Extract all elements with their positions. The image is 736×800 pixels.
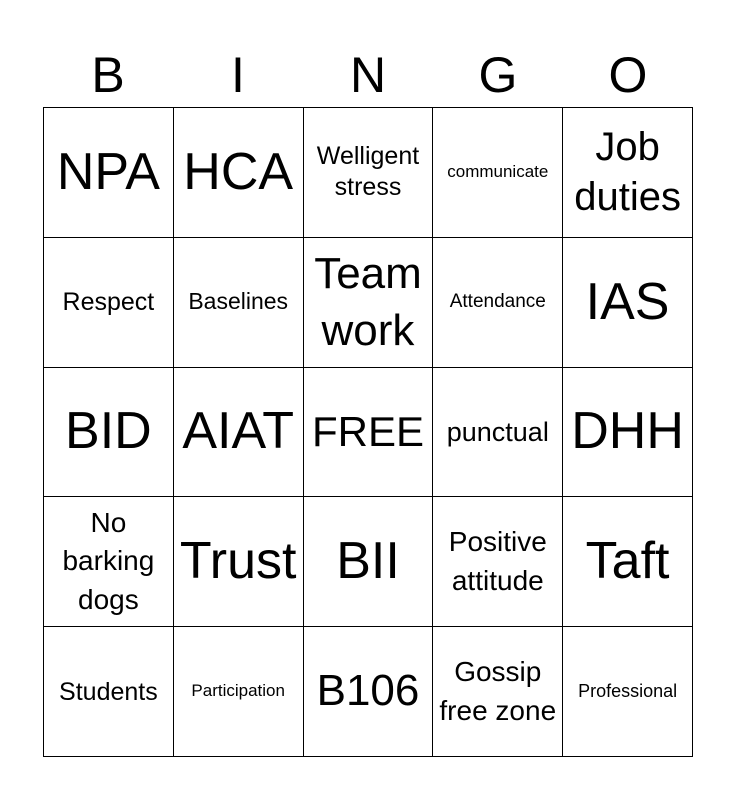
bingo-cell[interactable]: Professional bbox=[563, 627, 693, 757]
bingo-cell[interactable]: Attendance bbox=[433, 238, 563, 368]
bingo-header bbox=[43, 42, 693, 108]
bingo-cell[interactable]: Gossip free zone bbox=[433, 627, 563, 757]
bingo-cell[interactable]: BID bbox=[44, 368, 174, 498]
header-letter-b: B bbox=[91, 47, 125, 103]
bingo-grid bbox=[43, 107, 693, 757]
bingo-cell[interactable]: Participation bbox=[174, 627, 304, 757]
header-letter-g: G bbox=[478, 47, 518, 103]
header-letter-o: O bbox=[608, 47, 648, 103]
bingo-cell[interactable]: Positive attitude bbox=[433, 497, 563, 627]
bingo-cell[interactable]: communicate bbox=[433, 108, 563, 238]
bingo-cell[interactable]: B106 bbox=[304, 627, 434, 757]
free-space-cell[interactable]: FREE bbox=[304, 368, 434, 498]
bingo-cell[interactable]: NPA bbox=[44, 108, 174, 238]
bingo-cell[interactable]: DHH bbox=[563, 368, 693, 498]
bingo-cell[interactable]: Welligent stress bbox=[304, 108, 434, 238]
header-letter-i: I bbox=[231, 47, 245, 103]
bingo-cell[interactable]: Team work bbox=[304, 238, 434, 368]
bingo-cell[interactable]: Taft bbox=[563, 497, 693, 627]
bingo-cell[interactable]: Job duties bbox=[563, 108, 693, 238]
bingo-cell[interactable]: No barking dogs bbox=[44, 497, 174, 627]
bingo-cell[interactable]: IAS bbox=[563, 238, 693, 368]
bingo-cell[interactable]: AIAT bbox=[174, 368, 304, 498]
bingo-cell[interactable]: BII bbox=[304, 497, 434, 627]
bingo-cell[interactable]: punctual bbox=[433, 368, 563, 498]
bingo-cell[interactable]: Respect bbox=[44, 238, 174, 368]
bingo-cell[interactable]: Baselines bbox=[174, 238, 304, 368]
bingo-cell[interactable]: Trust bbox=[174, 497, 304, 627]
header-letter-n: N bbox=[349, 47, 387, 103]
bingo-cell[interactable]: HCA bbox=[174, 108, 304, 238]
bingo-cell[interactable]: Students bbox=[44, 627, 174, 757]
